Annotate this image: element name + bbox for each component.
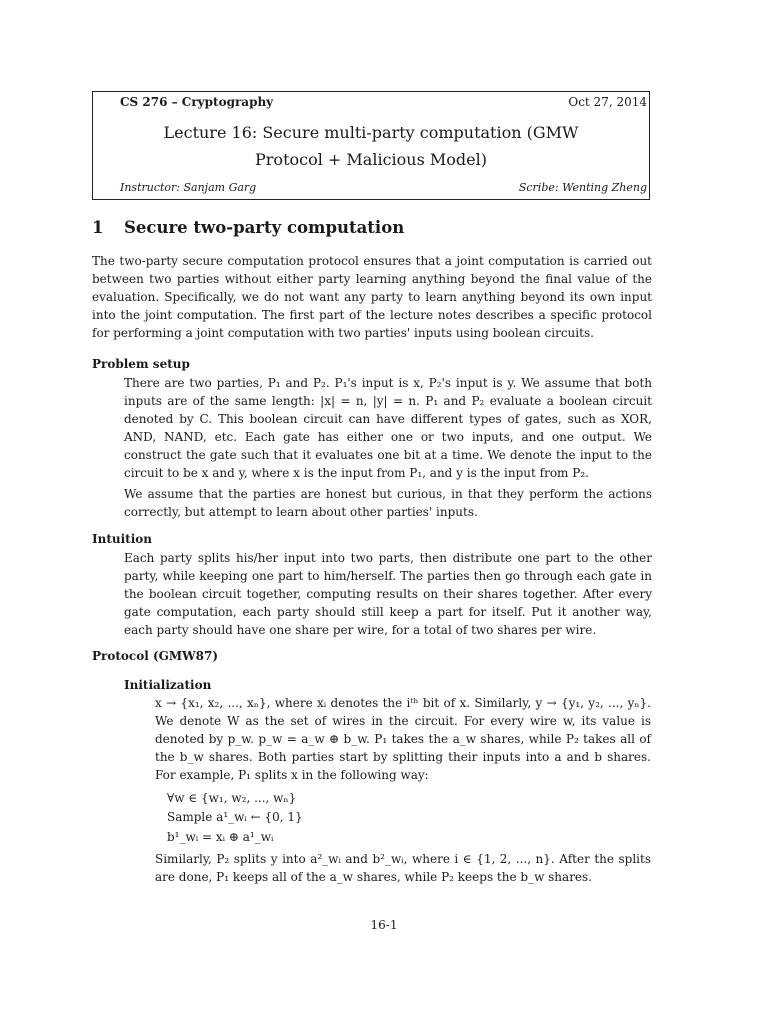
split-paragraph: Similarly, P₂ splits y into a²_wᵢ and b²_wᵢ, where i ∈ {1, 2, ..., n}. After the splits are done, P₁ keeps all of the a_w shares, while P₂ keeps the b_w shares. (155, 852, 651, 884)
initialization-heading: Initialization (124, 678, 212, 692)
scribe: Scribe: Wenting Zheng (518, 181, 647, 194)
course-name: CS 276 – Cryptography (120, 95, 274, 109)
lecture-header-box (92, 91, 650, 200)
protocol-heading: Protocol (GMW87) (92, 649, 219, 663)
math-forall-line: ∀w ∈ {w₁, w₂, ..., wₙ} (167, 791, 297, 805)
section-heading (92, 218, 404, 237)
section-number: 1 (92, 218, 104, 237)
instructor: Instructor: Sanjam Garg (120, 181, 257, 194)
intro-paragraph: The two-party secure computation protocol ensures that a joint computation is carried out between two parties without either party learning anything beyond the final value of the evaluation. Specifically, we do not want any party to learn anything beyond its own input into the joint computation. The first part of the lecture notes describes a specific protocol for performing a joint computation with two parties' inputs using boolean circuits. (92, 254, 652, 340)
section-title: Secure two-party computation (124, 218, 405, 237)
lecture-title: Lecture 16: Secure multi-party computation (GMW Protocol + Malicious Model) (163, 123, 579, 169)
math-sample-line: Sample a¹_wᵢ ← {0, 1} (167, 810, 303, 824)
intuition-paragraph: Each party splits his/her input into two parts, then distribute one part to the other party, while keeping one part to him/herself. The parties then go through each gate in the boolean circuit together, computing results on their shares together. After every gate computation, each party should still keep a part for itself. Put it another way, each party should have one share per wire, for a total of two shares per wire. (124, 551, 652, 637)
lecture-date: Oct 27, 2014 (568, 95, 647, 109)
problem-setup-paragraph-1: There are two parties, P₁ and P₂. P₁'s input is x, P₂'s input is y. We assume that both inputs are of the same length: |x| = n, |y| = n. P₁ and P₂ evaluate a boolean circuit denoted by C. This boolean circuit can have different types of gates, such as XOR, AND, NAND, etc. Each gate has either one or two inputs, and one output. We construct the gate such that it evaluates one bit at a time. We denote the input to the circuit to be x and y, where x is the input from P₁, and y is the input from P₂. (124, 376, 652, 480)
initialization-paragraph: x → {x₁, x₂, ..., xₙ}, where xᵢ denotes the iᵗʰ bit of x. Similarly, y → {y₁, y₂, ..., yₙ}. We denote W as the set of wires in the circuit. For every wire w, its value is denoted by p_w. p_w = a_w ⊕ b_w. P₁ takes the a_w shares, while P₂ takes all of the b_w shares. Both parties start by splitting their inputs into a and b shares. For example, P₁ splits x in the following way: (155, 696, 651, 782)
page-number: 16-1 (370, 918, 398, 932)
problem-setup-paragraph-2: We assume that the parties are honest but curious, in that they perform the actions correctly, but attempt to learn about other parties' inputs. (124, 487, 652, 519)
math-share-line: b¹_wᵢ = xᵢ ⊕ a¹_wᵢ (167, 830, 274, 844)
intuition-heading: Intuition (92, 532, 152, 546)
problem-setup-heading: Problem setup (92, 357, 190, 371)
